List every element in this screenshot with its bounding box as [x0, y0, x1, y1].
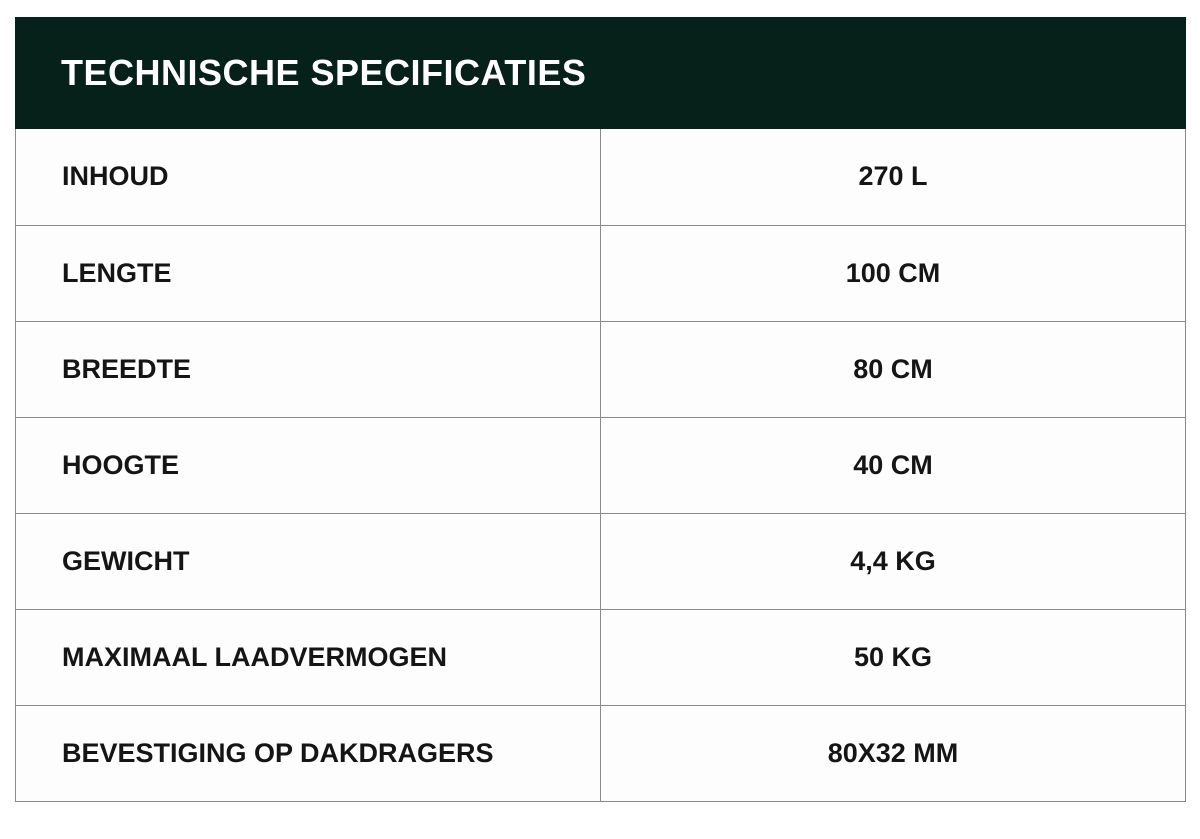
spec-row [16, 225, 1186, 321]
spec-label: BREEDTE [16, 321, 601, 417]
spec-label: INHOUD [16, 129, 601, 225]
spec-header [15, 17, 1186, 129]
spec-row [16, 321, 1186, 417]
spec-row [16, 129, 1186, 225]
spec-label: LENGTE [16, 225, 601, 321]
spec-row [16, 417, 1186, 513]
spec-value: 50 KG [601, 609, 1186, 705]
spec-label: BEVESTIGING OP DAKDRAGERS [16, 705, 601, 801]
spec-row [16, 609, 1186, 705]
spec-card [15, 17, 1186, 802]
spec-row [16, 513, 1186, 609]
spec-title: TECHNISCHE SPECIFICATIES [61, 52, 587, 93]
spec-value: 100 CM [601, 225, 1186, 321]
spec-label: MAXIMAAL LAADVERMOGEN [16, 609, 601, 705]
spec-value: 80 CM [601, 321, 1186, 417]
spec-label: HOOGTE [16, 417, 601, 513]
spec-table [15, 129, 1186, 802]
spec-value: 40 CM [601, 417, 1186, 513]
spec-value: 80X32 MM [601, 705, 1186, 801]
spec-label: GEWICHT [16, 513, 601, 609]
spec-value: 4,4 KG [601, 513, 1186, 609]
spec-row [16, 705, 1186, 801]
spec-value: 270 L [601, 129, 1186, 225]
